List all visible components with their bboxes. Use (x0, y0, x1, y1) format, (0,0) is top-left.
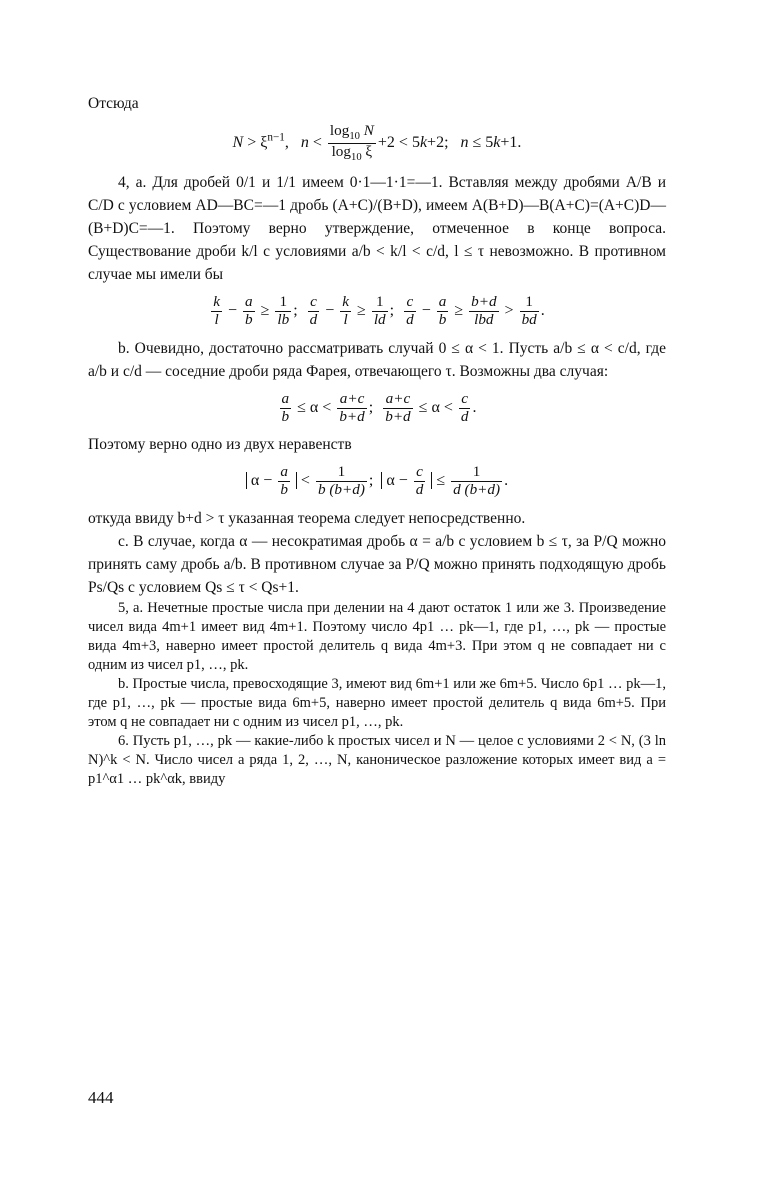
formula-2: $\frac{k}{l}$ − $\frac{a}{b}$ ≥ $\frac{1}{lb}$ ; $\frac{c}{d}$ − $\frac{k}{l}$ ≥ $\frac{1}{ld}$ ; $\frac{c}{d}$ − $\frac{a}{b}$ ≥ $\frac{b+d}{\text{lbd}}$ > $\frac{1}{bd}$ . (213, 293, 545, 329)
text-para-8: b. Простые числа, превосходящие 3, имеют вид 6m+1 или же 6m+5. Число 6p1 … pk—1, где p1, …, pk — простые вида 6m+5, наверно имеет простой делитель q вида 6m+5. При этом q не совпадает ни с одним из чисел p1, …, pk. (88, 675, 666, 730)
text-para-9: 6. Пусть p1, …, pk — какие-либо k простых чисел и N — целое с условиями 2 < N, (3 ln N)^k < N. Число чисел a ряда 1, 2, …, N, каноническое разложение которых имеет вид a = p1^α1 … pk^αk, ввиду (88, 732, 666, 787)
text-para-5: откуда ввиду b+d > τ указанная теорема следует непосредственно. (88, 509, 526, 527)
formula-4: α − $\frac{a}{b}$ < $\frac{1}{b (b+d)}$ ; α − $\frac{c}{d}$ ≤ $\frac{1}{d (b+d)}$ . (88, 464, 666, 498)
text-para-1: Отсюда (88, 95, 139, 112)
text-para-4: Поэтому верно одно из двух неравенств (88, 436, 352, 454)
page-number: 444 (88, 1088, 114, 1107)
text-para-6: с. В случае, когда α — несократимая дробь α = a/b с условием b ≤ τ, за P/Q можно принять саму дробь a/b. В противном случае за P/Q можно принять подходящую дробь Ps/Qs с условием Qs ≤ τ < Qs+1. (88, 532, 666, 596)
page-body (88, 92, 666, 789)
text-para-7: 5, а. Нечетные простые числа при делении на 4 дают остаток 1 или же 3. Произведение чисел вида 4m+1 имеет вид 4m+1. Поэтому число 4p1 … pk—1, где p1, …, pk — простые вида 4m+3, наверно имеет простой делитель q вида 4m+3. При этом q не совпадает ни с одним из чисел p1, …, pk. (88, 599, 666, 673)
text-para-3: b. Очевидно, достаточно рассматривать случай 0 ≤ α < 1. Пусть a/b ≤ α < c/d, где a/b и c/d — соседние дроби ряда Фарея, отвечающего τ. Возможны два случая: (88, 339, 666, 380)
formula-3: $\frac{a}{b}$ ≤ α < $\frac{a+c}{b+d}$ ; $\frac{a+c}{b+d}$ ≤ α < $\frac{c}{d}$ . (281, 389, 477, 425)
formula-1: $N > \xi^{n-1}$, n < $\frac{\log_{10} N}{\log_{10} \xi}$ +2 < 5k+2; n ≤ 5k+1. (232, 122, 522, 163)
text-para-2: 4, а. Для дробей 0/1 и 1/1 имеем 0·1—1·1=—1. Вставляя между дробями A/B и C/D с условием AD—BC=—1 дробь (A+C)/(B+D), имеем A(B+D)—B(A+C)=(A+C)D—(B+D)C=—1. Поэтому верно утверждение, отмеченное в конце вопроса. Существование дроби k/l с условиями a/b < k/l < c/d, l ≤ τ невозможно. В противном случае мы имели бы (88, 174, 666, 284)
